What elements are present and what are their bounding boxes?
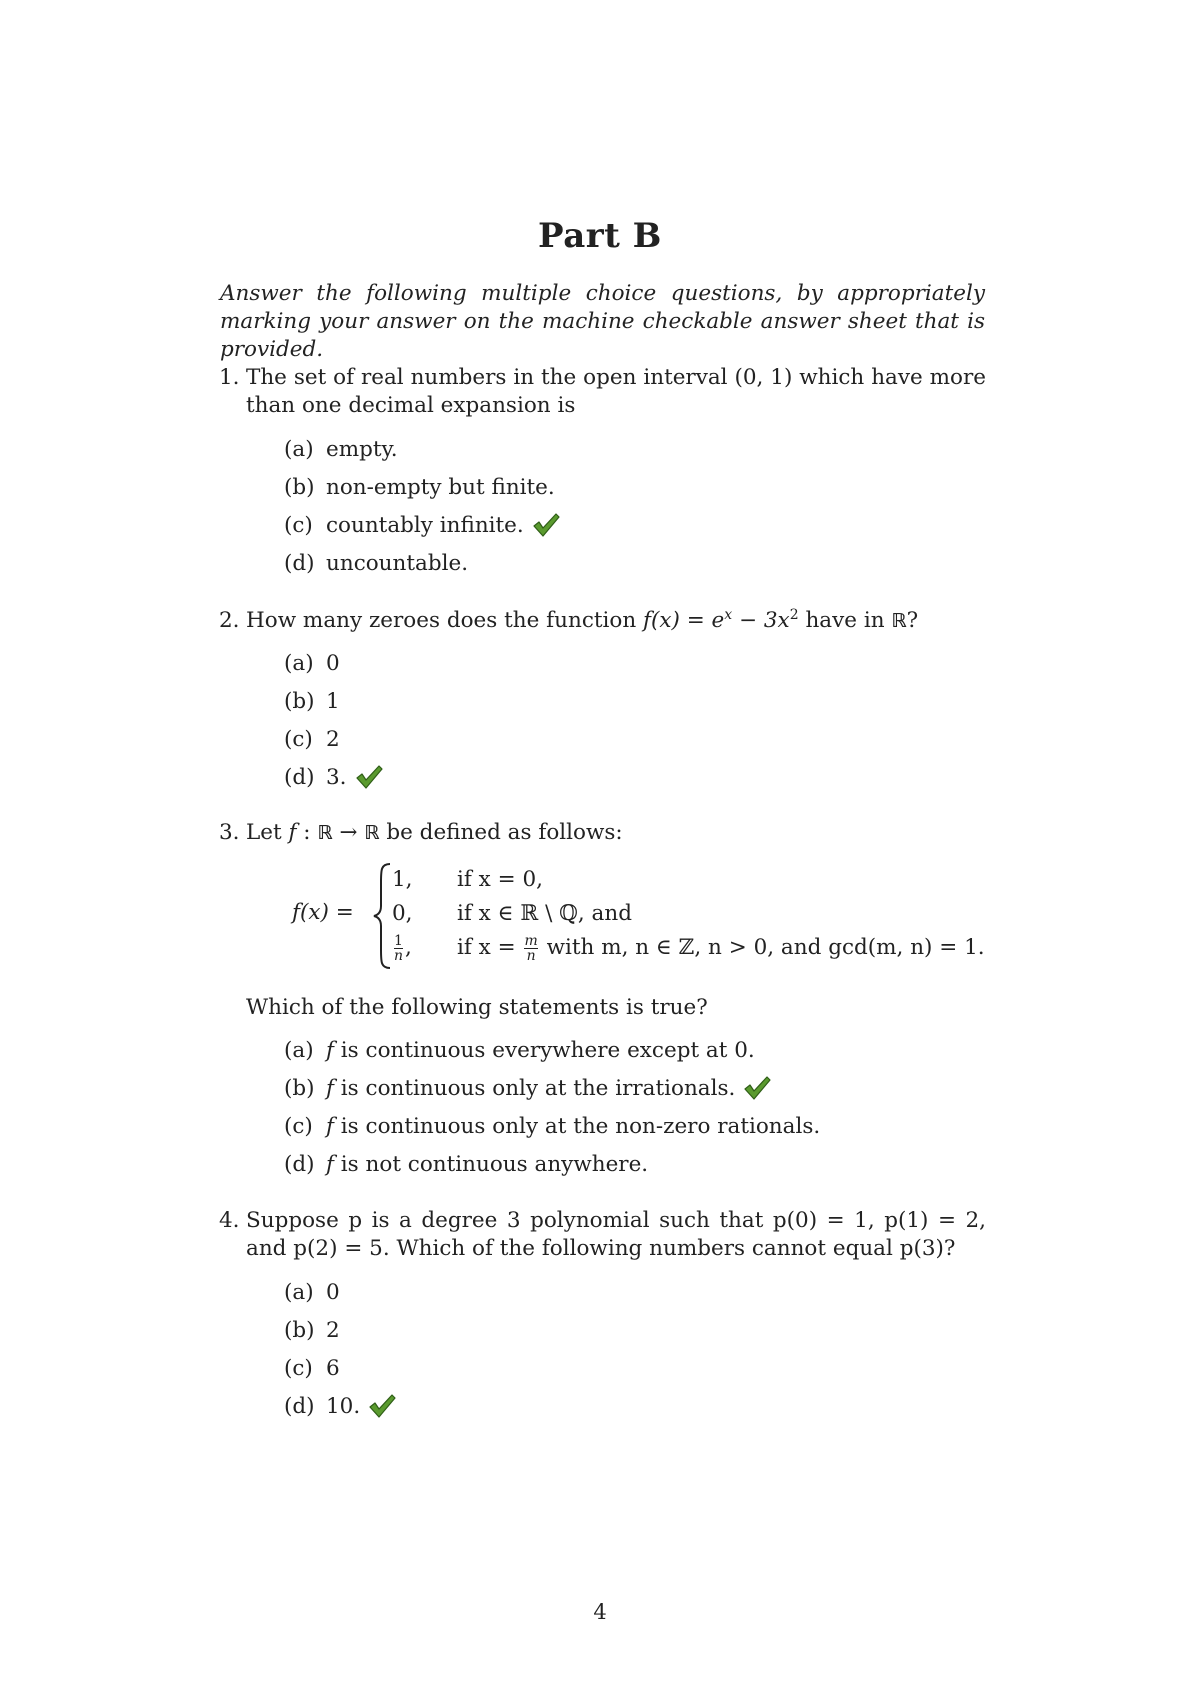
- fraction: [394, 934, 403, 963]
- option-text: 2: [326, 727, 340, 752]
- question-text: [246, 819, 986, 847]
- question-4: [219, 1207, 986, 1263]
- option-text: is continuous only at the irrationals.: [333, 1076, 736, 1101]
- page-number: 4: [593, 1600, 607, 1624]
- option-label: (a): [284, 437, 314, 462]
- option-text: countably infinite.: [326, 513, 524, 538]
- option-b[interactable]: [284, 474, 560, 512]
- option-label: (a): [284, 1038, 314, 1063]
- option-c[interactable]: [284, 512, 560, 550]
- case-value: 0,: [392, 901, 413, 926]
- function-symbol: f: [288, 820, 297, 845]
- left-brace: [372, 862, 394, 970]
- option-b[interactable]: [284, 1317, 396, 1355]
- option-text: 10.: [326, 1394, 361, 1419]
- option-text: non-empty but finite.: [326, 475, 555, 500]
- question-text: Suppose p is a degree 3 polynomial such that p(0) = 1, p(1) = 2, and p(2) = 5. Which of the following numbers cannot equal p(3)?: [246, 1208, 986, 1261]
- option-label: (b): [284, 689, 315, 714]
- text-fragment: How many zeroes does the function: [246, 608, 644, 633]
- function-symbol: f: [326, 1152, 334, 1177]
- option-b[interactable]: [284, 1075, 820, 1113]
- option-a[interactable]: [284, 650, 383, 688]
- function-symbol: f: [326, 1038, 334, 1063]
- option-text: is not continuous anywhere.: [333, 1152, 649, 1177]
- fraction: [524, 934, 537, 963]
- checkmark-icon: [743, 1075, 771, 1101]
- option-label: (d): [284, 551, 315, 576]
- case-value: 1,: [392, 867, 413, 892]
- text-fragment: ?: [906, 608, 919, 633]
- reals-symbol: ℝ: [364, 822, 380, 844]
- question-4-options: [284, 1279, 396, 1431]
- option-b[interactable]: [284, 688, 383, 726]
- option-label: (c): [284, 1356, 313, 1381]
- option-label: (d): [284, 765, 315, 790]
- option-d[interactable]: [284, 1151, 820, 1189]
- text-fragment: have in: [798, 608, 892, 633]
- exponent-x: x: [724, 606, 733, 623]
- text-fragment: with m, n ∈ ℤ, n > 0, and gcd(m, n) = 1.: [539, 935, 985, 960]
- option-a[interactable]: [284, 1279, 396, 1317]
- arrow: →: [332, 820, 365, 845]
- checkmark-icon: [532, 512, 560, 538]
- page-title: Part B: [538, 216, 662, 256]
- formula: − 3x: [732, 608, 790, 633]
- option-label: (b): [284, 475, 315, 500]
- option-text: 0: [326, 651, 340, 676]
- numerator: m: [524, 932, 538, 949]
- question-3-options: [284, 1037, 820, 1189]
- formula: f(x) = e: [643, 608, 725, 633]
- option-c[interactable]: [284, 1355, 396, 1393]
- text-fragment: be defined as follows:: [379, 820, 623, 845]
- piecewise-definition: [292, 862, 992, 972]
- question-1-options: [284, 436, 560, 588]
- option-label: (a): [284, 651, 314, 676]
- case-condition: [457, 932, 985, 964]
- instructions: Answer the following multiple choice questions, by appropriately marking your answer on the machine checkable answer sheet that is provided.: [220, 281, 985, 362]
- question-2-options: [284, 650, 383, 802]
- numerator: 1: [394, 932, 403, 949]
- question-number: 4.: [219, 1208, 240, 1233]
- option-text: empty.: [326, 437, 398, 462]
- option-label: (c): [284, 727, 313, 752]
- option-label: (a): [284, 1280, 314, 1305]
- checkmark-icon: [355, 764, 383, 790]
- question-1: [219, 364, 986, 420]
- question-text: Which of the following statements is true?: [246, 995, 708, 1020]
- option-label: (c): [284, 1114, 313, 1139]
- option-d[interactable]: [284, 1393, 396, 1431]
- text-fragment: :: [296, 820, 318, 845]
- question-3-prompt: [246, 994, 986, 1022]
- text-fragment: Let: [246, 820, 289, 845]
- option-label: (d): [284, 1394, 315, 1419]
- case-condition: if x = 0,: [457, 867, 543, 892]
- option-a[interactable]: [284, 436, 560, 474]
- option-text: uncountable.: [326, 551, 469, 576]
- function-symbol: f: [326, 1114, 334, 1139]
- denominator: n: [526, 947, 536, 964]
- option-text: 3.: [326, 765, 347, 790]
- question-number: 2.: [219, 608, 240, 633]
- case-value: [392, 932, 412, 964]
- case-condition: if x ∈ ℝ \ ℚ, and: [457, 901, 632, 926]
- option-label: (d): [284, 1152, 315, 1177]
- text-fragment: if x =: [457, 935, 523, 960]
- option-label: (b): [284, 1076, 315, 1101]
- question-3: [219, 819, 986, 847]
- option-c[interactable]: [284, 1113, 820, 1151]
- question-text: The set of real numbers in the open interval (0, 1) which have more than one decimal expansion is: [246, 365, 986, 418]
- question-number: 1.: [219, 365, 240, 390]
- option-text: 0: [326, 1280, 340, 1305]
- option-text: is continuous only at the non-zero rationals.: [333, 1114, 821, 1139]
- comma: ,: [405, 935, 412, 960]
- option-text: 2: [326, 1318, 340, 1343]
- denominator: n: [394, 947, 404, 964]
- function-symbol: f: [326, 1076, 334, 1101]
- checkmark-icon: [368, 1393, 396, 1419]
- option-label: (c): [284, 513, 313, 538]
- question-2: [219, 606, 986, 635]
- function-lhs: f(x) =: [292, 900, 354, 925]
- reals-symbol: ℝ: [891, 610, 907, 632]
- option-d[interactable]: [284, 764, 383, 802]
- option-text: 1: [326, 689, 340, 714]
- option-text: 6: [326, 1356, 340, 1381]
- question-number: 3.: [219, 820, 240, 845]
- question-text: [246, 607, 986, 635]
- option-d[interactable]: [284, 550, 560, 588]
- option-text: is continuous everywhere except at 0.: [333, 1038, 755, 1063]
- option-c[interactable]: [284, 726, 383, 764]
- option-a[interactable]: [284, 1037, 820, 1075]
- reals-symbol: ℝ: [317, 822, 333, 844]
- exponent-2: 2: [789, 606, 799, 623]
- option-label: (b): [284, 1318, 315, 1343]
